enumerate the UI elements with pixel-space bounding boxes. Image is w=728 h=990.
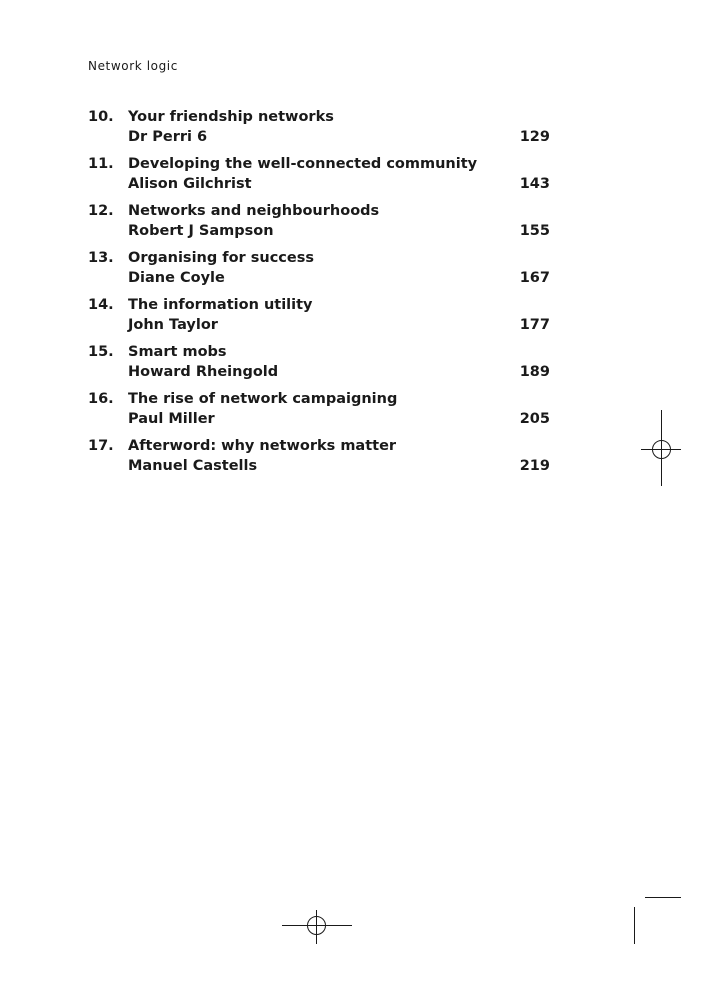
toc-entry <box>88 389 550 429</box>
toc-entry <box>88 107 550 147</box>
toc-entry <box>88 154 550 194</box>
chapter-author: Howard Rheingold <box>128 364 279 380</box>
chapter-text <box>128 342 490 382</box>
toc-entry <box>88 436 550 476</box>
page-number: 177 <box>519 317 550 333</box>
chapter-title: Networks and neighbourhoods <box>128 203 380 219</box>
running-head: Network logic <box>88 59 178 73</box>
chapter-author: Paul Miller <box>128 411 215 427</box>
chapter-text <box>128 154 490 194</box>
chapter-text <box>128 107 490 147</box>
crop-mark-vertical <box>634 907 635 944</box>
chapter-number: 14. <box>88 297 114 313</box>
toc-entry <box>88 342 550 382</box>
chapter-author: Dr Perri 6 <box>128 129 208 145</box>
chapter-text <box>128 201 490 241</box>
chapter-number: 11. <box>88 156 114 172</box>
chapter-text <box>128 436 490 476</box>
chapter-author: John Taylor <box>128 317 218 333</box>
chapter-number: 17. <box>88 438 114 454</box>
page-number: 189 <box>519 364 550 380</box>
chapter-text <box>128 389 490 429</box>
chapter-number: 12. <box>88 203 114 219</box>
page-number: 167 <box>519 270 550 286</box>
table-of-contents <box>88 107 550 483</box>
crop-mark-horizontal <box>645 897 681 898</box>
chapter-number: 10. <box>88 109 114 125</box>
page-number: 129 <box>519 129 550 145</box>
page-number: 155 <box>519 223 550 239</box>
chapter-title: Your friendship networks <box>128 109 334 125</box>
chapter-author: Alison Gilchrist <box>128 176 252 192</box>
chapter-title: Developing the well-connected community <box>128 156 478 172</box>
chapter-text <box>128 295 490 335</box>
page-number: 143 <box>519 176 550 192</box>
chapter-number: 16. <box>88 391 114 407</box>
toc-entry <box>88 201 550 241</box>
chapter-number: 13. <box>88 250 114 266</box>
page-number: 219 <box>519 458 550 474</box>
registration-mark-bottom-circle <box>307 916 326 935</box>
chapter-author: Robert J Sampson <box>128 223 274 239</box>
chapter-title: Afterword: why networks matter <box>128 438 397 454</box>
chapter-title: Smart mobs <box>128 344 227 360</box>
chapter-author: Manuel Castells <box>128 458 258 474</box>
chapter-title: Organising for success <box>128 250 314 266</box>
chapter-title: The rise of network campaigning <box>128 391 398 407</box>
chapter-number: 15. <box>88 344 114 360</box>
page-number: 205 <box>519 411 550 427</box>
registration-mark-right-circle <box>652 440 671 459</box>
toc-entry <box>88 295 550 335</box>
chapter-author: Diane Coyle <box>128 270 225 286</box>
chapter-text <box>128 248 490 288</box>
chapter-title: The information utility <box>128 297 313 313</box>
toc-entry <box>88 248 550 288</box>
